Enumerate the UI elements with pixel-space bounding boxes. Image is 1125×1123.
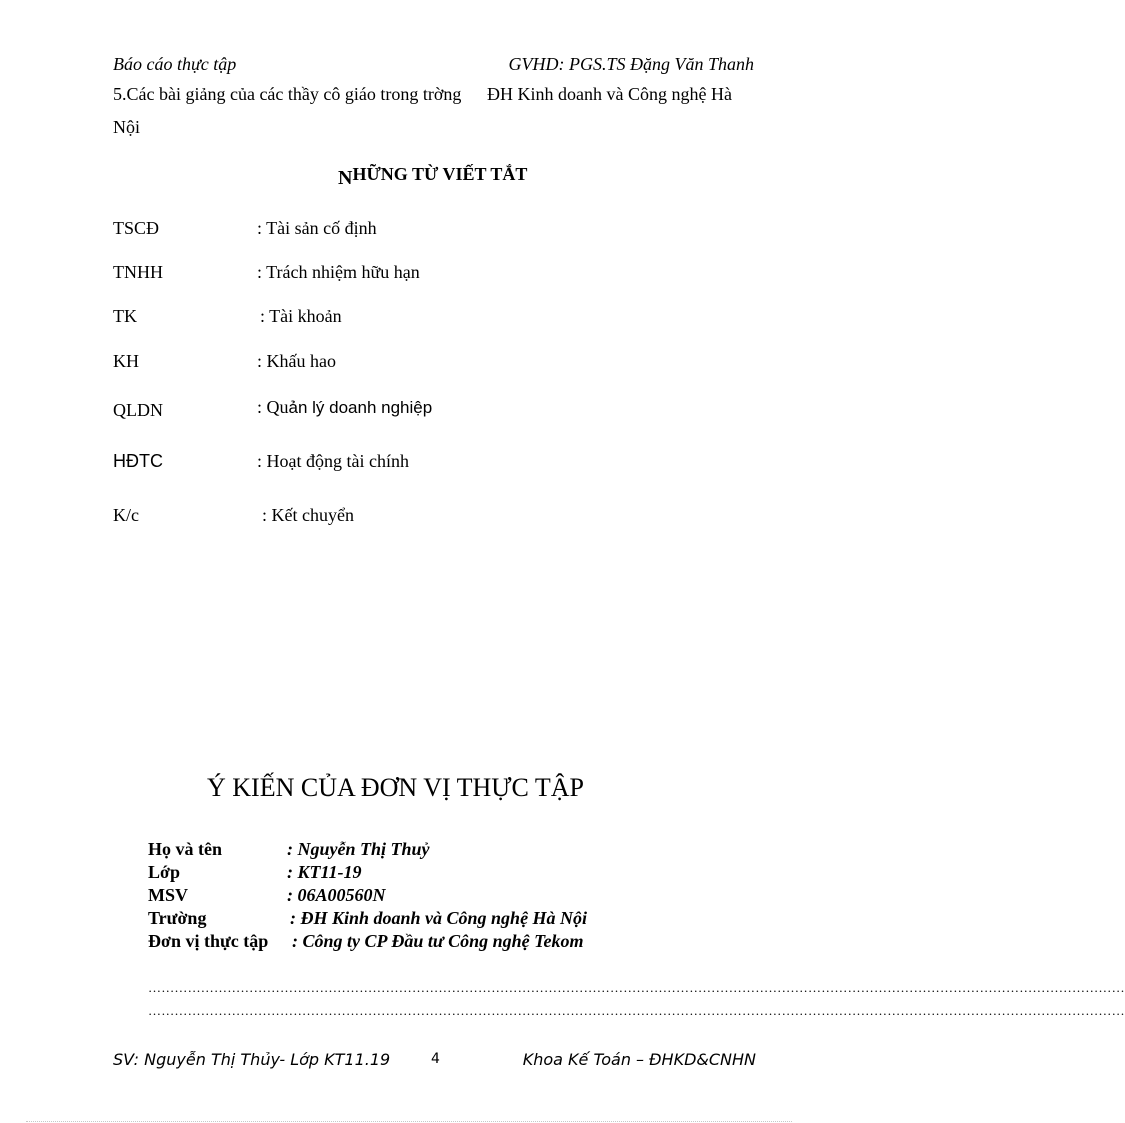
info-label: Đơn vị thực tập	[148, 931, 269, 951]
abbr-meaning: : Tài khoản	[260, 306, 342, 326]
abbr-meaning: : Kết chuyển	[262, 505, 354, 525]
abbr-term: TNHH	[113, 262, 163, 282]
abbreviations-title	[338, 163, 528, 189]
info-value	[287, 839, 430, 860]
footer-left: SV: Nguyễn Thị Thủy- Lớp KT11.19	[113, 1050, 391, 1069]
page-bottom-border	[26, 1121, 792, 1122]
abbr-term: HĐTC	[113, 451, 163, 471]
abbreviations-title-rest: HỮNG TỪ VIẾT TẮT	[352, 164, 528, 184]
header-left: Báo cáo thực tập	[113, 54, 237, 74]
abbr-term: QLDN	[113, 400, 163, 420]
reference-line-1a: 5.Các bài giảng của các thầy cô giáo trong trờng	[113, 84, 462, 104]
opinion-title: Ý KIẾN CỦA ĐƠN VỊ THỰC TẬP	[207, 773, 584, 802]
info-value	[292, 931, 584, 952]
info-value-text: : 06A00560N	[287, 885, 386, 905]
dotted-line: ……………………………………………………………………………………………………………………………………………………………………………………………………	[148, 1003, 1125, 1018]
info-value-text: : KT11-19	[287, 862, 362, 882]
info-value-text: : Công ty CP Đầu tư Công nghệ Tekom	[292, 931, 584, 951]
abbr-meaning: : Tài sản cố định	[257, 218, 377, 238]
info-value	[287, 862, 362, 883]
page-number: 4	[431, 1051, 440, 1067]
info-label: Họ và tên	[148, 839, 222, 859]
info-label: Lớp	[148, 862, 180, 882]
reference-line-1b: ĐH Kinh doanh và Công nghệ Hà	[487, 84, 732, 104]
abbr-term: KH	[113, 351, 139, 371]
abbr-meaning: : Khấu hao	[257, 351, 336, 371]
abbreviations-title-initial: N	[338, 167, 353, 189]
dotted-line: ……………………………………………………………………………………………………………………………………………………………………………………………………	[148, 980, 1125, 995]
info-value-text: : ĐH Kinh doanh và Công nghệ Hà Nội	[290, 908, 588, 928]
header-right: GVHD: PGS.TS Đặng Văn Thanh	[508, 54, 754, 74]
info-value	[287, 885, 386, 906]
info-value	[290, 908, 587, 929]
info-label: MSV	[148, 885, 188, 905]
info-value-text: : Nguyễn Thị Thuỷ	[287, 839, 430, 859]
reference-line-2: Nội	[113, 117, 140, 137]
abbr-meaning-serif: : Qu	[257, 397, 289, 417]
abbr-meaning	[257, 397, 432, 418]
abbr-term: TK	[113, 306, 137, 326]
abbr-meaning-sans: ản lý doanh nghiệp	[288, 398, 433, 417]
info-label: Trường	[148, 908, 207, 928]
footer-right: Khoa Kế Toán – ĐHKD&CNHN	[522, 1050, 756, 1069]
abbr-term: K/c	[113, 505, 139, 525]
abbr-meaning: : Hoạt động tài chính	[257, 451, 409, 471]
abbr-term: TSCĐ	[113, 218, 160, 238]
abbr-meaning: : Trách nhiệm hữu hạn	[257, 262, 420, 282]
